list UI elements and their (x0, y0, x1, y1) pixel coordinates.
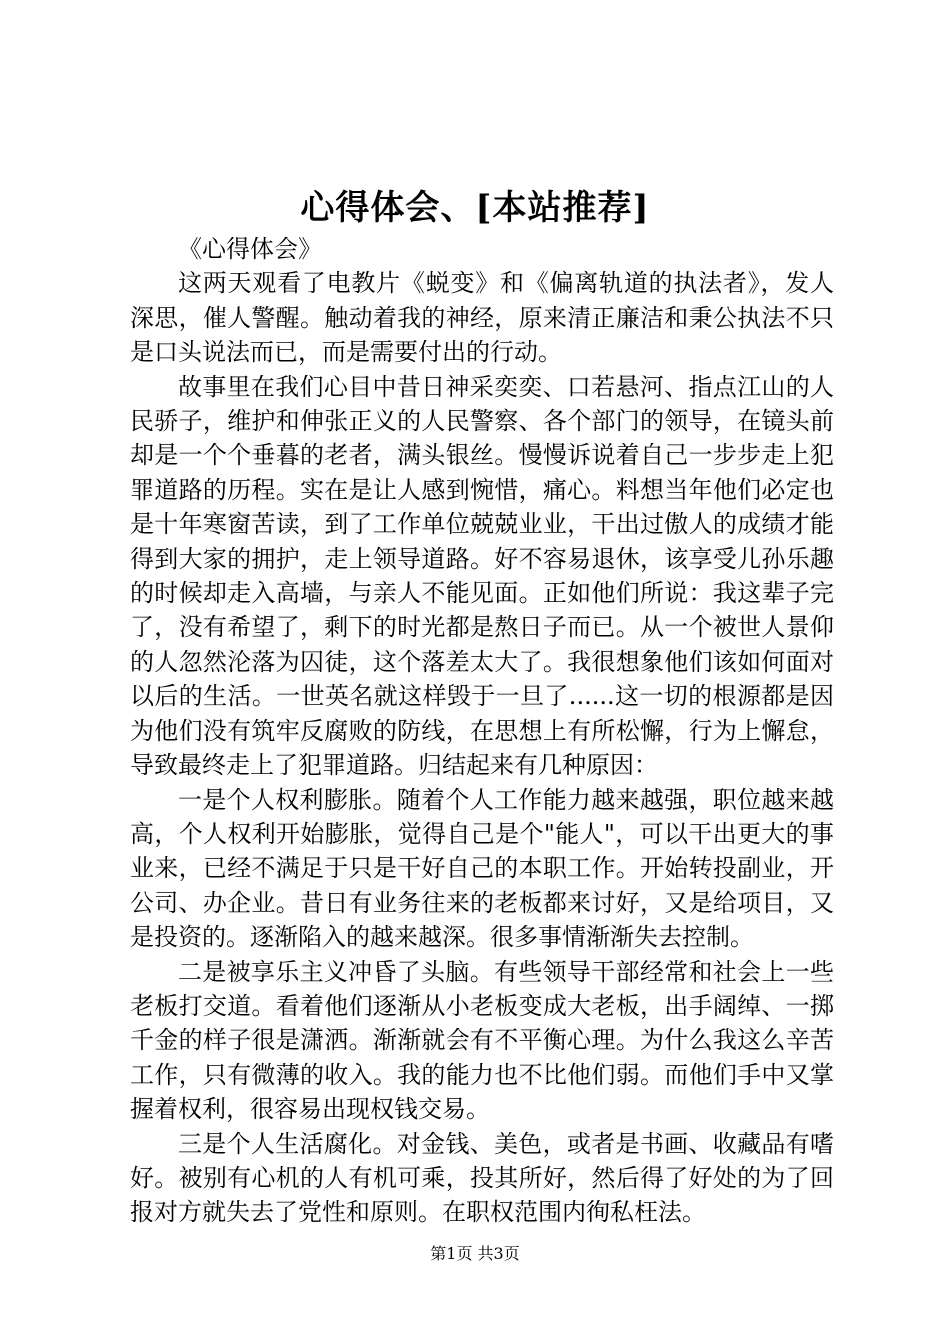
paragraph-heading: 《心得体会》 (178, 235, 322, 263)
paragraph: 一是个人权利膨胀。随着个人工作能力越来越强，职位越来越高，个人权利开始膨胀，觉得自己是个"能人"，可以干出更大的事业来，已经不满足于只是干好自己的本职工作。开始转投副业，开公司、办企业。昔日有业务往来的老板都来讨好，又是给项目，又是投资的。逐渐陷入的越来越深。很多事情渐渐失去控制。 (130, 785, 834, 952)
paragraph: 二是被享乐主义冲昏了头脑。有些领导干部经常和社会上一些老板打交道。看着他们逐渐从小老板变成大老板，出手阔绰、一掷千金的样子很是潇洒。渐渐就会有不平衡心理。为什么我这么辛苦工作，只有微薄的收入。我的能力也不比他们弱。而他们手中又掌握着权利，很容易出现权钱交易。 (130, 957, 834, 1124)
document-title: 心得体会、[本站推荐] (300, 188, 650, 228)
page-footer: 第1页 共3页 (430, 1244, 520, 1263)
document-body (130, 232, 834, 1230)
paragraph: 故事里在我们心目中昔日神采奕奕、口若悬河、指点江山的人民骄子，维护和伸张正义的人民警察、各个部门的领导，在镜头前却是一个个垂暮的老者，满头银丝。慢慢诉说着自己一步步走上犯罪道路的历程。实在是让人感到惋惜，痛心。料想当年他们必定也是十年寒窗苦读，到了工作单位兢兢业业，干出过傲人的成绩才能得到大家的拥护，走上领导道路。好不容易退休，该享受儿孙乐趣的时候却走入高墙，与亲人不能见面。正如他们所说：我这辈子完了，没有希望了，剩下的时光都是熬日子而已。从一个被世人景仰的人忽然沦落为囚徒，这个落差太大了。我很想象他们该如何面对以后的生活。一世英名就这样毁于一旦了......这一切的根源都是因为他们没有筑牢反腐败的防线，在思想上有所松懈，行为上懈怠，导致最终走上了犯罪道路。归结起来有几种原因： (130, 372, 834, 780)
paragraph: 这两天观看了电教片《蜕变》和《偏离轨道的执法者》，发人深思，催人警醒。触动着我的神经，原来清正廉洁和秉公执法不只是口头说法而已，而是需要付出的行动。 (130, 269, 834, 367)
paragraph: 三是个人生活腐化。对金钱、美色，或者是书画、收藏品有嗜好。被别有心机的人有机可乘，投其所好，然后得了好处的为了回报对方就失去了党性和原则。在职权范围内徇私枉法。 (130, 1129, 834, 1227)
